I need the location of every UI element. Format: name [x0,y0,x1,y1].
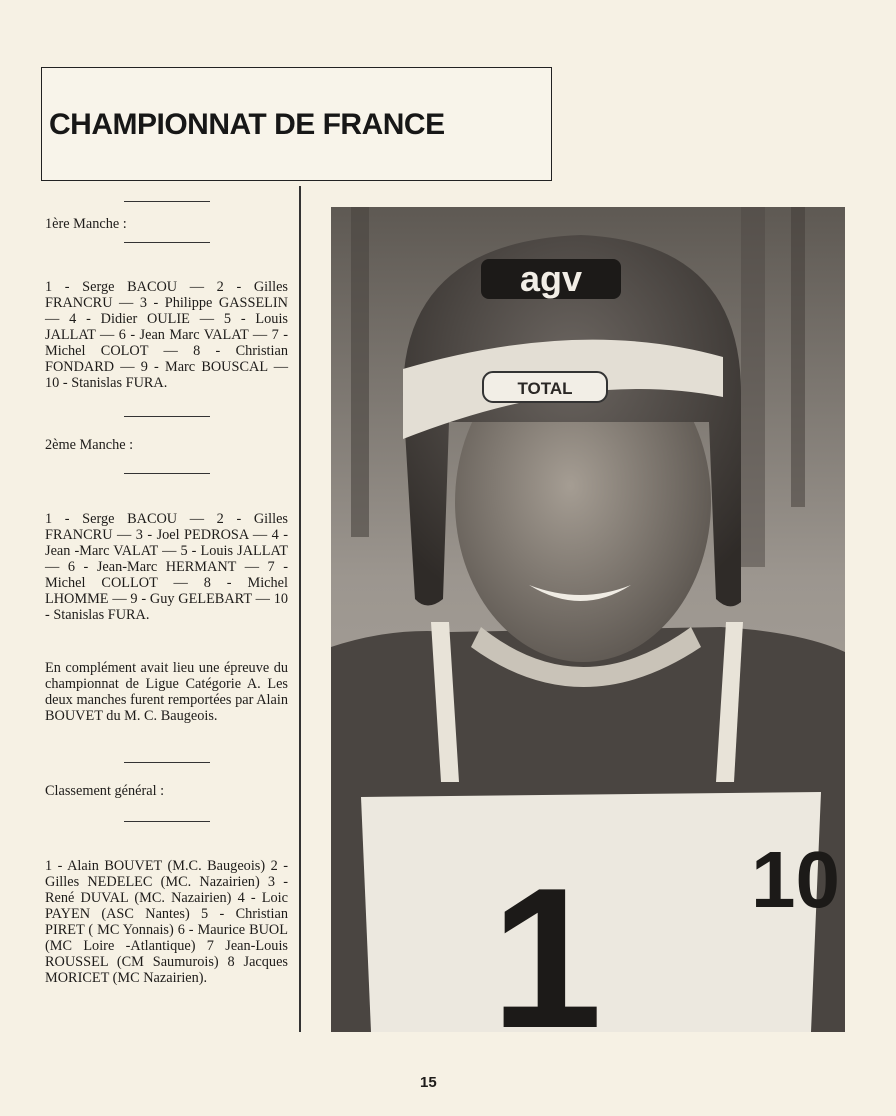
divider-rule [124,242,210,243]
bib-number: 1 [491,847,603,1032]
classement-results: 1 - Alain BOUVET (M.C. Baugeois) 2 - Gilles NEDELEC (MC. Nazairien) 3 - René DUVAL (MC. Nazairien) 4 - Loic PAYEN (ASC Nantes) 5 - Christian PIRET ( MC Yonnais) 6 - Maurice BUOL (MC Loire -Atlantique) 7 Jean-Louis ROUSSEL (CM Saumurois) 8 Jacques MORICET (MC Nazairien). [45,858,288,986]
manche1-results: 1 - Serge BACOU — 2 - Gilles FRANCRU — 3 - Philippe GASSELIN — 4 - Didier OULIE — 5 - Louis JALLAT — 6 - Jean Marc VALAT — 7 - Michel COLOT — 8 - Christian FONDARD — 9 - Marc BOUSCAL — 10 - Stanislas FURA. [45,279,288,391]
page-title: CHAMPIONNAT DE FRANCE [49,108,445,141]
divider-rule [124,762,210,763]
results-column [45,195,288,986]
complement-paragraph: En complément avait lieu une épreuve du championnat de Ligue Catégorie A. Les deux manches furent remportées par Alain BOUVET du M. C. Baugeois. [45,660,288,724]
page-number: 15 [420,1074,437,1091]
title-box [41,67,552,181]
rider-illustration [331,207,845,1032]
manche2-label: 2ème Manche : [45,437,134,453]
bleed-through-text [560,84,860,144]
divider-rule [124,201,210,202]
divider-rule [124,821,210,822]
bib-side-number: 10 [751,835,840,924]
divider-rule [124,416,210,417]
rider-photo [331,207,845,1032]
column-divider [299,186,301,1032]
classement-label: Classement général : [45,783,165,799]
divider-rule [124,473,210,474]
manche1-label: 1ère Manche : [45,216,127,232]
manche2-results: 1 - Serge BACOU — 2 - Gilles FRANCRU — 3 - Joel PEDROSA — 4 - Jean -Marc VALAT — 5 - Louis JALLAT — 6 - Jean-Marc HERMANT — 7 - Michel COLLOT — 8 - Michel LHOMME — 9 - Guy GELEBART — 10 - Stanislas FURA. [45,511,288,623]
visor-logo: TOTAL [517,379,573,398]
helmet-logo: agv [519,258,583,299]
